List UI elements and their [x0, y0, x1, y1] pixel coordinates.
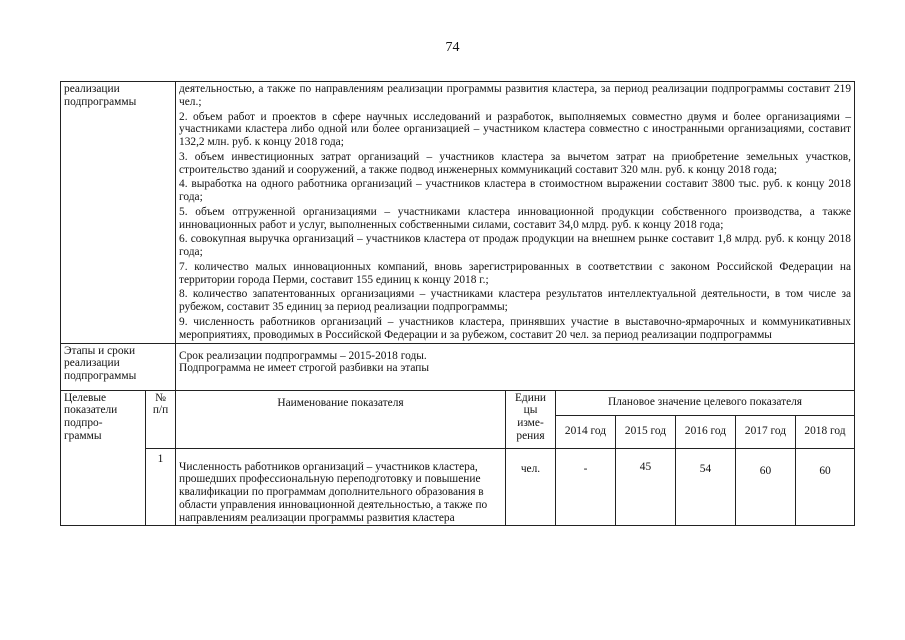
- stages-text: Срок реализации подпрограммы – 2015-2018 годы. Подпрограмма не имеет строгой разбивки на этапы: [176, 343, 855, 390]
- stages-row: [61, 343, 855, 390]
- row-indicator-name: Численность работников организаций – участников кластера, прошедших профессиональную переподготовку и повышение квалификации по программам дополнительного образования в области управления инновационной деятельностью, а также по направлениям реализации программы развития кластера: [176, 448, 506, 526]
- result-item: 8. количество запатентованных организациями – участниками кластера результатов интеллектуальной деятельности, в том числе за рубежом, составит 35 единиц за период реализации подпрограммы;: [179, 288, 852, 314]
- targets-label: Целевые показатели подпро- граммы: [61, 390, 146, 526]
- result-item: 5. объем отгруженной организациями – участниками кластера инновационной продукции собственного производства, а также инновационных работ и услуг, выполненных собственными силами, составит 34,0 млрд. руб. к концу 2018 года;: [179, 205, 852, 231]
- page-number: 74: [445, 40, 460, 55]
- impl-results-items: [176, 82, 855, 344]
- row-value: -: [556, 448, 616, 526]
- impl-results-label: реализации подпрограммы: [61, 82, 176, 344]
- row-value: 45: [616, 448, 676, 526]
- row-value: 54: [676, 448, 736, 526]
- row-value: 60: [736, 448, 796, 526]
- result-item: 7. количество малых инновационных компаний, вновь зарегистрированных в соответствии с законом Российской Федерации на территории города Перми, составит 155 единиц к концу 2018 г.;: [179, 260, 852, 286]
- col-plan-header: Плановое значение целевого показателя: [556, 390, 855, 415]
- subprogram-passport-table: [60, 81, 855, 526]
- row-num: 1: [146, 448, 176, 526]
- col-num-header: № п/п: [146, 390, 176, 448]
- year-header: 2014 год: [556, 415, 616, 448]
- result-item: деятельностью, а также по направлениям реализации программы развития кластера, за период реализации подпрограммы составит 219 чел.;: [179, 83, 852, 108]
- year-header: 2018 год: [796, 415, 855, 448]
- row-value: 60: [796, 448, 855, 526]
- result-item: 3. объем инвестиционных затрат организаций – участников кластера за вычетом затрат на приобретение земельных участков, строительство зданий и сооружений, а также подвод инженерных коммуникаций составит 320 млн. руб. к концу 2018 года;: [179, 150, 852, 176]
- year-header: 2017 год: [736, 415, 796, 448]
- col-name-header: Наименование показателя: [176, 390, 506, 448]
- result-item: 6. совокупная выручка организаций – участников кластера от продаж продукции на внешнем рынке составит 1,8 млрд. руб. к концу 2018 года;: [179, 233, 852, 259]
- col-unit-header: Едини цы изме- рения: [506, 390, 556, 448]
- result-item: 9. численность работников организаций – участников кластера, принявших участие в выставочно-ярмарочных и коммуникативных мероприятиях, проводимых в Российской Федерации и за рубежом, составит 20 чел. за период реализации подпрограммы: [179, 316, 852, 341]
- result-item: 2. объем работ и проектов в сфере научных исследований и разработок, выполняемых совместно двумя и более организациями – участниками кластера либо одной или более организацией – участником кластера совместно с иностранными организациями, составит 132,2 млн. руб. к концу 2018 года;: [179, 110, 852, 149]
- result-item: 4. выработка на одного работника организаций – участников кластера в стоимостном выражении составит 3800 тыс. руб. к концу 2018 года;: [179, 178, 852, 204]
- stages-label: Этапы и сроки реализации подпрограммы: [61, 343, 176, 390]
- impl-results-row: [61, 82, 855, 344]
- year-header: 2015 год: [616, 415, 676, 448]
- table-row: [61, 448, 855, 526]
- year-header: 2016 год: [676, 415, 736, 448]
- row-unit: чел.: [506, 448, 556, 526]
- targets-header-row: [61, 390, 855, 415]
